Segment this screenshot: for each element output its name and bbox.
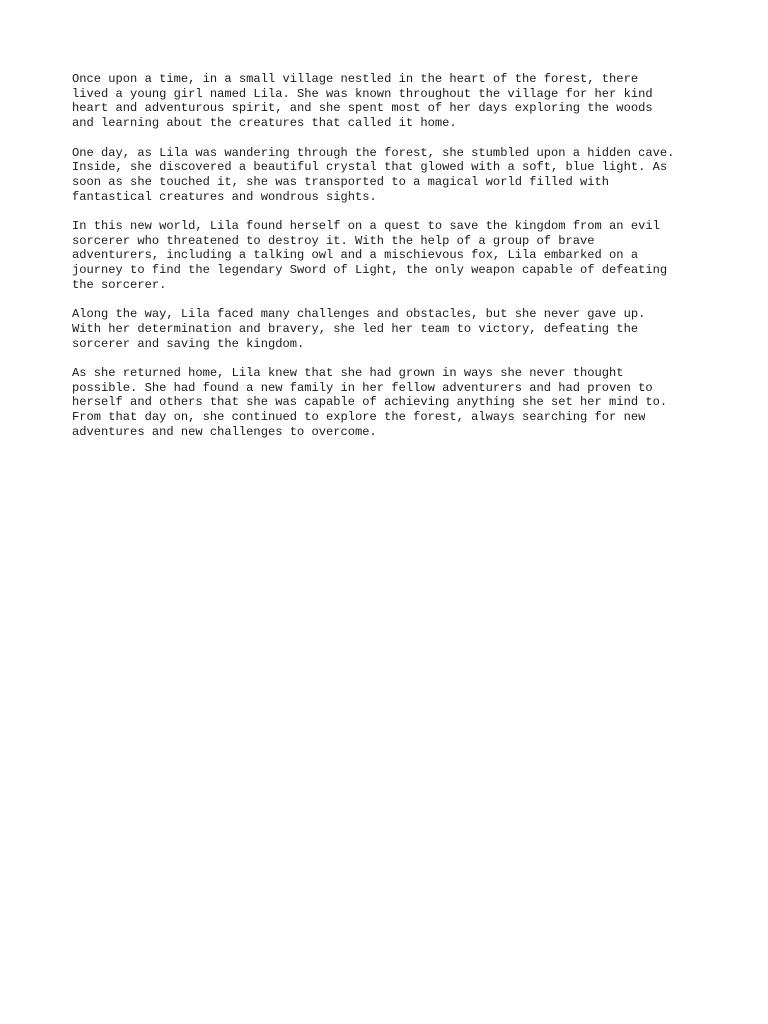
text-line: journey to find the legendary Sword of Light, the only weapon capable of defeating [72,263,668,278]
text-line: herself and others that she was capable of achieving anything she set her mind to. [72,395,668,410]
text-line: fantastical creatures and wondrous sights. [72,189,377,204]
text-line: soon as she touched it, she was transported to a magical world filled with [72,174,610,189]
text-line: Inside, she discovered a beautiful crystal that glowed with a soft, blue light. As [72,160,668,175]
text-line: sorcerer and saving the kingdom. [72,336,305,351]
paragraph-2 [72,146,732,205]
text-line: In this new world, Lila found herself on a quest to save the kingdom from an evil [72,219,660,233]
document-body [72,72,732,454]
text-line: and learning about the creatures that called it home. [72,116,457,131]
paragraph-3 [72,219,732,293]
text-line: As she returned home, Lila knew that she had grown in ways she never thought [72,366,624,380]
text-line: With her determination and bravery, she led her team to victory, defeating the [72,321,639,336]
text-line: sorcerer who threatened to destroy it. With the help of a group of brave [72,233,595,248]
text-line: From that day on, she continued to explore the forest, always searching for new [72,410,646,425]
text-line: adventures and new challenges to overcome. [72,424,377,439]
text-line: lived a young girl named Lila. She was known throughout the village for her kind [72,86,653,101]
text-line: possible. She had found a new family in her fellow adventurers and had proven to [72,380,653,395]
paragraph-4 [72,307,732,351]
paragraph-5 [72,366,732,440]
text-line: heart and adventurous spirit, and she spent most of her days exploring the woods [72,101,653,116]
paragraph-1 [72,72,732,131]
text-line: Once upon a time, in a small village nestled in the heart of the forest, there [72,72,639,86]
text-line: Along the way, Lila faced many challenges and obstacles, but she never gave up. [72,307,646,322]
text-line: the sorcerer. [72,277,167,292]
text-line: One day, as Lila was wandering through the forest, she stumbled upon a hidden cave. [72,145,675,160]
text-line: adventurers, including a talking owl and a mischievous fox, Lila embarked on a [72,248,639,263]
